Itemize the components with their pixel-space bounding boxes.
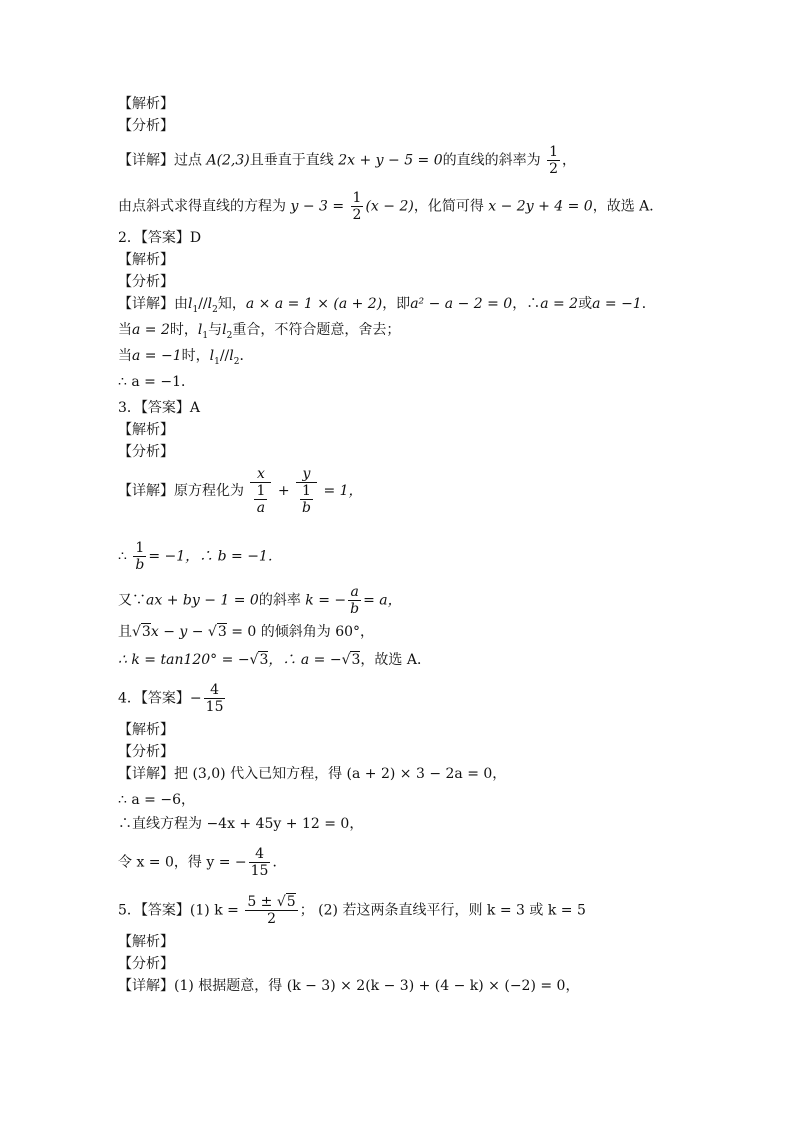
frac-num: a bbox=[348, 584, 361, 601]
q2-text: 时， bbox=[181, 348, 210, 364]
q3-answer: A bbox=[189, 400, 201, 416]
q3-text: 的斜率 bbox=[258, 592, 301, 609]
q1-point: A(2,3) bbox=[206, 152, 250, 169]
q3-text: 又∵ bbox=[118, 592, 146, 609]
q2-detail-line2: 当a = 2时，$l_1$与$l_2$重合，不符合题意，舍去； bbox=[118, 322, 401, 341]
q5-answer-line bbox=[118, 894, 586, 927]
frac-den: b bbox=[135, 557, 145, 573]
sqrt-radicand: 3 bbox=[351, 652, 361, 668]
q2-text: ． bbox=[641, 296, 656, 312]
q3-fenxi-label: 【分析】 bbox=[118, 444, 174, 460]
l-symbol: l bbox=[188, 296, 193, 312]
q2-text: 重合，不符合题意，舍去； bbox=[232, 322, 401, 338]
frac-num: x bbox=[250, 466, 271, 483]
frac-num: 4 bbox=[204, 682, 226, 699]
q1-ps-left: y − 3 = bbox=[290, 198, 345, 215]
q3-detail-line5: ∴ k = tan120° = −√3，∴ a = −√3，故选 A． bbox=[118, 652, 431, 668]
q4-xiangjie-label: 【详解】 bbox=[118, 766, 174, 782]
q5-number: 5． bbox=[118, 902, 141, 919]
q1-text: ，化简可得 bbox=[413, 198, 484, 215]
q2-eq1: a × a = 1 × (a + 2) bbox=[245, 296, 383, 312]
q3-eq: ，∴ a = − bbox=[268, 652, 342, 668]
parallel-symbol: // bbox=[198, 296, 208, 312]
q4-text: 令 x = 0，得 y = − bbox=[118, 854, 247, 871]
frac-den: b bbox=[350, 601, 360, 617]
q5-a2: (2) 若这两条直线平行，则 k = 3 或 k = 5 bbox=[318, 902, 586, 919]
q3-text: = 0 的倾斜角为 60°， bbox=[231, 624, 375, 640]
q3-eq: ax + by − 1 = 0 bbox=[146, 592, 259, 609]
l-symbol: l bbox=[209, 348, 215, 364]
q3-inner-frac bbox=[300, 483, 313, 516]
q1-fenxi-label: 【分析】 bbox=[118, 118, 174, 134]
q3-eq: x − y − bbox=[150, 624, 204, 640]
q3-number: 3． bbox=[118, 400, 141, 416]
q2-answer-line bbox=[118, 228, 201, 248]
q3-text: ，故选 A． bbox=[360, 652, 431, 668]
q2-text: ，∴ bbox=[512, 296, 541, 312]
q2-text: 由 bbox=[174, 296, 188, 312]
sqrt-radicand: 3 bbox=[141, 624, 151, 640]
frac-num: y bbox=[296, 466, 317, 483]
frac-den: 2 bbox=[352, 207, 362, 223]
l-symbol: l bbox=[229, 348, 234, 364]
q4-d1: 把 (3,0) 代入已知方程，得 (a + 2) × 3 − 2a = 0， bbox=[174, 766, 507, 782]
q2-text: ，即 bbox=[382, 296, 411, 312]
q3-inner-frac bbox=[254, 483, 267, 516]
q3-1b-frac bbox=[133, 540, 146, 573]
q2-xiangjie-label: 【详解】 bbox=[118, 296, 174, 312]
q5-d1: (1) 根据题意，得 (k − 3) × 2(k − 3) + (4 − k) × (−2) = 0， bbox=[174, 978, 580, 994]
q3-jiexi-label: 【解析】 bbox=[118, 422, 174, 438]
q1-text: 且垂直于直线 bbox=[249, 152, 334, 169]
q3-x-frac bbox=[250, 466, 271, 516]
sqrt-radicand: 3 bbox=[217, 624, 227, 640]
q2-text: ． bbox=[239, 348, 254, 364]
q1-text: 过点 bbox=[174, 152, 202, 169]
q1-ps-right: (x − 2) bbox=[365, 198, 414, 215]
q1-detail-line2 bbox=[118, 190, 663, 223]
sqrt-radicand: 3 bbox=[259, 652, 269, 668]
frac-num: 1 bbox=[549, 144, 559, 160]
q5-text: (1) k = bbox=[189, 902, 239, 919]
frac-den: a bbox=[256, 500, 266, 516]
frac-num: 1 bbox=[352, 190, 362, 206]
q1-result-eq: x − 2y + 4 = 0 bbox=[488, 198, 593, 215]
q3-y-frac bbox=[296, 466, 317, 516]
q4-text: ． bbox=[272, 854, 287, 871]
q1-jiexi-label: 【解析】 bbox=[118, 96, 174, 112]
q2-detail-line3: 当a = −1时，$l_1//l_2$． bbox=[118, 348, 254, 367]
frac-den bbox=[250, 483, 271, 516]
q3-eq: ∴ k = tan120° = − bbox=[118, 652, 250, 668]
sqrt-radicand: 5 bbox=[286, 894, 296, 910]
q5-text: ； bbox=[299, 902, 314, 919]
q2-eq2: a² − a − 2 = 0 bbox=[410, 296, 513, 312]
q2-detail-line4: ∴ a = −1． bbox=[118, 374, 195, 390]
frac-num: 4 bbox=[249, 846, 271, 863]
plus-sign: + bbox=[277, 483, 290, 499]
l-symbol: l bbox=[207, 296, 213, 312]
q3-eq: = a， bbox=[363, 592, 402, 609]
frac-den bbox=[296, 483, 317, 516]
frac-den: 15 bbox=[205, 699, 224, 715]
q3-eq: k = − bbox=[305, 592, 347, 609]
frac-den: 15 bbox=[250, 863, 269, 879]
q4-ans-sign: − bbox=[189, 690, 202, 707]
q4-detail-line1 bbox=[118, 764, 506, 784]
frac-num-text: 5 ± bbox=[247, 894, 277, 910]
q4-fenxi-label: 【分析】 bbox=[118, 744, 174, 760]
q1-text: 的直线的斜率为 bbox=[442, 152, 541, 169]
q2-eq: a = 2 bbox=[132, 322, 170, 338]
q3-text: 原方程化为 bbox=[174, 483, 244, 499]
q3-text: 且 bbox=[118, 624, 132, 640]
q2-daan-label: 【答案】 bbox=[140, 230, 190, 246]
q2-answer: D bbox=[189, 230, 202, 246]
q2-eq3: a = 2 bbox=[540, 296, 579, 312]
q1-text: 由点斜式求得直线的方程为 bbox=[118, 198, 286, 215]
q4-daan-label: 【答案】 bbox=[140, 690, 190, 707]
l-symbol: l bbox=[197, 322, 203, 338]
q1-xiangjie-label: 【详解】 bbox=[118, 152, 174, 169]
q2-text: 当 bbox=[118, 322, 132, 338]
q4-answer-line bbox=[118, 682, 227, 715]
q2-eq4: a = −1 bbox=[592, 296, 642, 312]
q2-text: 或 bbox=[578, 296, 593, 312]
q1-line-eq: 2x + y − 5 = 0 bbox=[338, 152, 443, 169]
q3-detail-line1 bbox=[118, 466, 363, 516]
q3-ab-frac bbox=[348, 584, 361, 617]
frac-num: 1 bbox=[300, 483, 313, 500]
q5-jiexi-label: 【解析】 bbox=[118, 934, 174, 950]
q3-eq: = 1， bbox=[323, 483, 363, 499]
parallel-symbol: // bbox=[219, 348, 230, 364]
q3-detail-line4: 且√3x − y − √3 = 0 的倾斜角为 60°， bbox=[118, 624, 375, 640]
q5-k-frac bbox=[245, 894, 297, 927]
q1-ps-frac bbox=[351, 190, 364, 223]
q4-number: 4． bbox=[118, 690, 141, 707]
q1-detail-line1 bbox=[118, 144, 576, 177]
frac-den: b bbox=[302, 500, 311, 516]
frac-num: 1 bbox=[256, 483, 266, 499]
frac-den: 2 bbox=[267, 911, 276, 927]
q4-detail-line3: ∴直线方程为 −4x + 45y + 12 = 0， bbox=[118, 816, 364, 832]
frac-den: 2 bbox=[549, 161, 559, 177]
q2-text: 与 bbox=[208, 322, 223, 338]
q5-daan-label: 【答案】 bbox=[140, 902, 190, 919]
q3-xiangjie-label: 【详解】 bbox=[118, 483, 174, 499]
q3-text: ∴ bbox=[118, 548, 127, 565]
q5-detail-line1 bbox=[118, 976, 579, 996]
q2-text: 当 bbox=[118, 348, 132, 364]
q5-xiangjie-label: 【详解】 bbox=[118, 978, 174, 994]
q4-detail-line4 bbox=[118, 846, 286, 879]
q2-number: 2． bbox=[118, 230, 141, 246]
frac-num: 1 bbox=[133, 540, 146, 557]
l-symbol: l bbox=[222, 322, 227, 338]
q3-daan-label: 【答案】 bbox=[140, 400, 190, 416]
q2-detail-line1: 【详解】由$l_1//l_2$知，a × a = 1 × (a + 2)，即a² − a − 2 = 0，∴a = 2或a = −1． bbox=[118, 296, 656, 315]
q1-half bbox=[547, 144, 560, 177]
q2-jiexi-label: 【解析】 bbox=[118, 252, 174, 268]
q3-detail-line3 bbox=[118, 584, 402, 617]
q1-comma: ， bbox=[562, 152, 577, 169]
q2-eq: a = −1 bbox=[132, 348, 182, 364]
q4-ans-frac bbox=[204, 682, 226, 715]
q4-detail-line2: ∴ a = −6， bbox=[118, 792, 195, 808]
q4-y-frac bbox=[249, 846, 271, 879]
q4-jiexi-label: 【解析】 bbox=[118, 722, 174, 738]
q2-text: 知， bbox=[217, 296, 246, 312]
q2-text: 时， bbox=[169, 322, 198, 338]
q1-text: ，故选 A． bbox=[592, 198, 664, 215]
q3-detail-line2 bbox=[118, 540, 282, 573]
frac-num: 5 ± √5 bbox=[247, 894, 296, 910]
q5-fenxi-label: 【分析】 bbox=[118, 956, 174, 972]
q3-eq: = −1，∴ b = −1． bbox=[148, 548, 282, 565]
q2-fenxi-label: 【分析】 bbox=[118, 274, 174, 290]
q3-answer-line bbox=[118, 398, 200, 418]
